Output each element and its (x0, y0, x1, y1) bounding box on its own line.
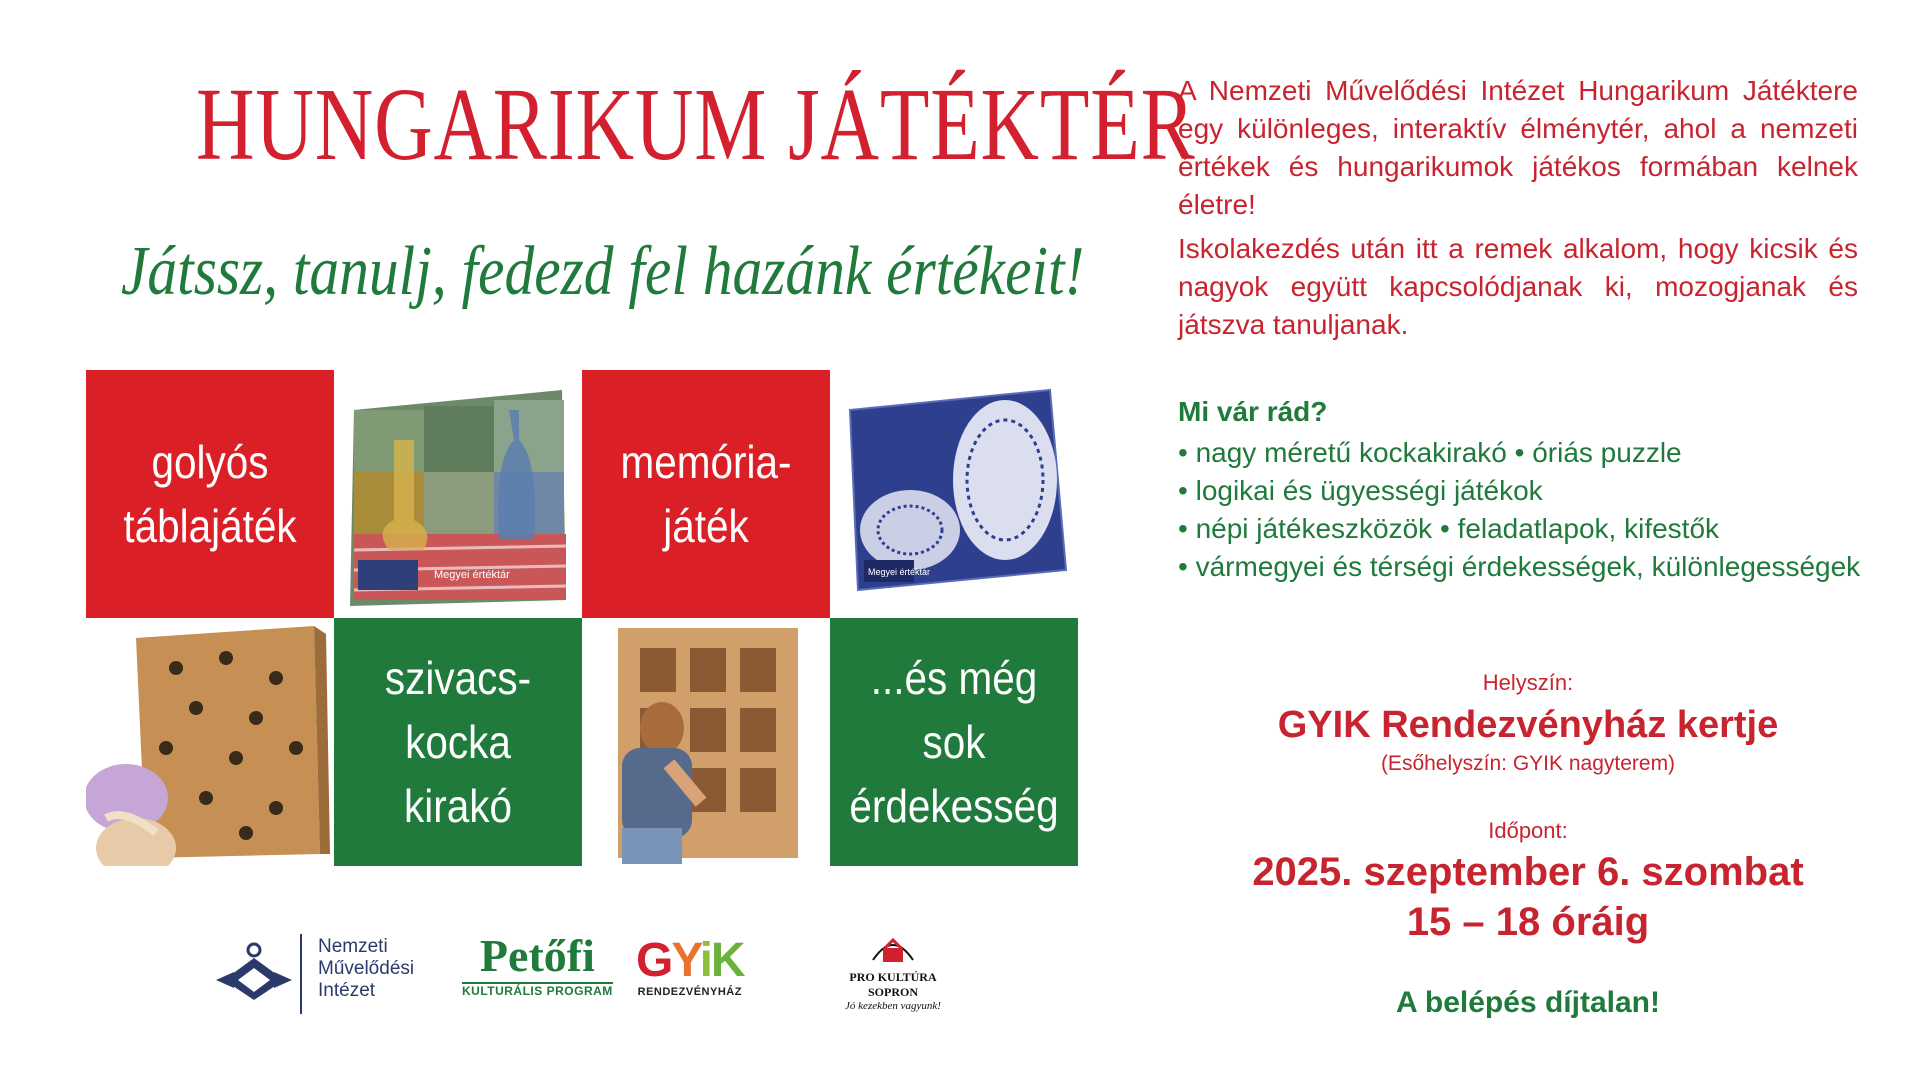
intro-paragraph-2: Iskolakezdés után itt a remek alkalom, hogy kicsik és nagyok együtt kapcsolódjanak ki, mozogjanak és játszva tanuljanak. (1178, 233, 1858, 340)
intro-paragraph-1: A Nemzeti Művelődési Intézet Hungarikum Játéktere egy különleges, interaktív élménytér, ahol a nemzeti értékek és hungarikumok játékos formában kelnek életre! (1178, 75, 1858, 220)
gyik-letter-g: G (636, 934, 672, 987)
location-rain-alternative: (Esőhelyszín: GYIK nagyterem) (1380, 752, 1676, 775)
pro-kultura-emblem-icon (863, 930, 923, 970)
tile-golyos-tablajatek (86, 370, 334, 618)
nmi-line-2: Művelődési (318, 958, 415, 979)
tile-label: szivacs- kocka kirakó (384, 652, 532, 832)
nmi-emblem-icon (214, 938, 294, 1008)
what-awaits-heading: Mi vár rád? (1178, 396, 1328, 427)
tile-label: memória- játék (620, 436, 792, 552)
gyik-logo-letters (636, 936, 744, 986)
cube-puzzle-illustration (334, 370, 582, 618)
petofi-logo-sub: KULTURÁLIS PROGRAM (462, 984, 613, 998)
photo-memory-board (582, 618, 830, 866)
ball-board-illustration (86, 618, 334, 866)
tile-memoria-jatek (582, 370, 830, 618)
photo-caption: Megyei értéktár (868, 567, 931, 577)
list-item: • népi játékeszközök • feladatlapok, kifestők (1178, 510, 1878, 548)
time-label: Időpont: (1488, 818, 1568, 843)
memory-board-illustration (582, 618, 830, 866)
event-hours: 15 – 18 óráig (1406, 900, 1650, 944)
nmi-logo-text (318, 936, 414, 1002)
what-awaits-list (1178, 434, 1878, 586)
photo-ball-board (86, 618, 334, 866)
photo-cube-puzzle (334, 370, 582, 618)
gyik-logo (636, 936, 744, 998)
activity-grid (86, 370, 1076, 866)
page-title: HUNGARIKUM JÁTÉKTÉR (196, 67, 1196, 182)
pro-kultura-slogan: Jó kezekben vagyunk! (845, 1000, 941, 1012)
list-item: • logikai és ügyességi játékok (1178, 472, 1878, 510)
tile-es-meg-sok-erdekesseg (830, 618, 1078, 866)
page-subtitle: Játssz, tanulj, fedezd fel hazánk értékeit! (121, 233, 1085, 310)
petofi-logo (462, 932, 613, 998)
lace-puzzle-illustration (830, 370, 1078, 618)
petofi-logo-main: Petőfi (479, 930, 595, 981)
location-name: GYIK Rendezvényház kertje (1277, 704, 1779, 746)
tile-label: golyós táblajáték (123, 436, 297, 552)
gyik-letter-y: Y (671, 934, 700, 987)
tile-label: ...és még sok érdekesség (849, 652, 1059, 832)
gyik-logo-sub: RENDEZVÉNYHÁZ (637, 986, 742, 998)
pro-kultura-logo (838, 930, 948, 1025)
photo-lace-puzzle (830, 370, 1078, 618)
free-entry-note: A belépés díjtalan! (1396, 986, 1660, 1019)
photo-caption: Megyei értéktár (434, 569, 510, 581)
nmi-line-1: Nemzeti (318, 936, 388, 957)
event-date: 2025. szeptember 6. szombat (1252, 850, 1804, 894)
gyik-letter-i: i (699, 934, 711, 987)
tile-szivacs-kocka-kirako (334, 618, 582, 866)
location-label: Helyszín: (1482, 670, 1574, 695)
pro-kultura-text: PRO KULTÚRA SOPRON (849, 970, 937, 999)
logo-divider (300, 934, 302, 1014)
list-item: • vármegyei és térségi érdekességek, különlegességek (1178, 548, 1878, 586)
list-item: • nagy méretű kockakirakó • óriás puzzle (1178, 434, 1878, 472)
nmi-line-3: Intézet (318, 980, 376, 1001)
gyik-letter-k: K (710, 934, 744, 987)
